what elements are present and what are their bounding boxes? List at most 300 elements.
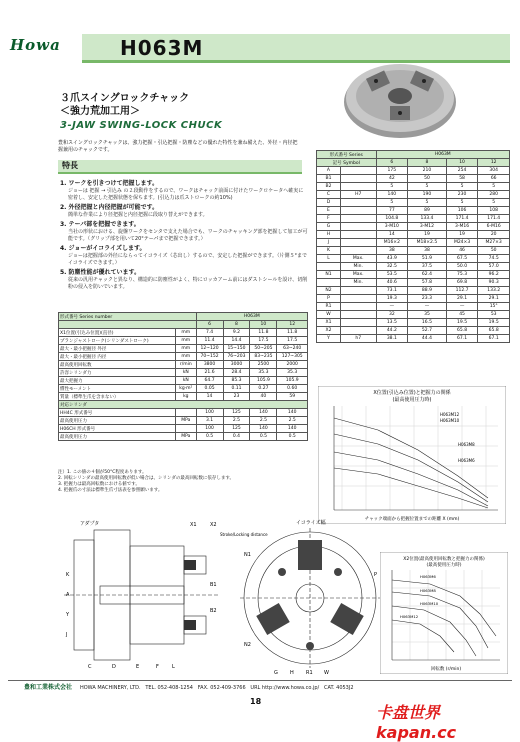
table-cell: 70~152 [196,353,223,361]
row-symbol: R1 [317,303,341,311]
table-cell: 96.2 [478,271,510,279]
table-cell: 14.4 [223,337,250,345]
title-jp-line1: ３爪スイングロックチャック [60,93,190,104]
table-cell: 13.5 [376,319,408,327]
table-cell: 112.7 [446,287,478,295]
row-sub [340,231,376,239]
row-label: 最高使用回転数 [59,361,176,369]
table-cell: 17.5 [277,337,308,345]
row-sub [340,311,376,319]
drawing-label-k: K [66,572,70,578]
graph1-legend: H063M12 [440,412,460,417]
table-cell: 104.8 [376,215,408,223]
table-row [317,175,510,183]
table-row [317,231,510,239]
drawing-label-w: W [324,670,329,676]
dimension-drawing [60,516,380,676]
speed-force-graph [380,552,508,674]
table-cell: 35.3 [250,369,277,377]
table-row [317,255,510,263]
table-cell: 74.5 [478,255,510,263]
row-label: 最大・最小把握径 内径 [59,353,176,361]
table-cell: 50 [408,175,447,183]
table-cell: 171.4 [478,215,510,223]
footer-tel: TEL. 052-408-1254 [145,685,193,691]
table-row [59,369,308,377]
table-row [317,279,510,287]
table-cell: 50.0 [446,263,478,271]
table-cell: 16.5 [408,319,447,327]
row-sub [340,223,376,231]
table-row [317,247,510,255]
table-cell: 5 [408,199,447,207]
table-cell: — [446,303,478,311]
footer-fax: FAX. 052-409-3766 [197,685,246,691]
table-cell: 5 [446,199,478,207]
size-header: 6 [196,321,223,329]
table-cell: 5 [376,183,408,191]
table-cell: 53.5 [376,271,408,279]
drawing-label-stroke: Stroke/Locking distance [220,532,268,537]
row-label: 最大把握力 [59,377,176,385]
drawing-label-f: F [156,664,159,670]
table-cell: 3-M10 [376,223,408,231]
table-cell: 210 [408,167,447,175]
table-cell: 43.9 [376,255,408,263]
row-sub: Max. [340,255,376,263]
row-unit [176,409,197,417]
table-row [317,319,510,327]
table-cell: 23.3 [408,295,447,303]
drawing-label-a: A [66,592,70,598]
table-row [59,353,308,361]
table-cell: 14 [376,231,408,239]
table-cell: 140 [277,425,308,433]
column-header-series: 形式番号 Series [317,151,377,159]
table-cell: 140 [250,409,277,417]
table-cell: 3-M16 [446,223,478,231]
table-cell: 5 [376,199,408,207]
table-cell: 2000 [277,361,308,369]
page-number: 18 [250,697,262,706]
graph2-legend: H063M12 [400,614,419,619]
table-cell: 11.4 [196,337,223,345]
row-symbol: D [317,199,341,207]
table-cell: 85.3 [223,377,250,385]
note-line: 2. 回転シリンダの最高使用回転数が低い場合は、シリンダの最高回転数に依存します。 [58,476,235,481]
table-cell: M24×3 [446,239,478,247]
row-symbol: G [317,223,341,231]
row-symbol [317,279,341,287]
row-unit: r/min [176,361,197,369]
drawing-label-p: P [374,572,378,578]
table-cell: 0.4 [223,433,250,441]
row-label: HH4C 形式番号 [59,409,176,417]
table-cell: 38 [376,247,408,255]
feature-item [60,269,308,291]
table-cell: 29.1 [446,295,478,303]
table-row [317,215,510,223]
table-row [317,327,510,335]
table-model-header: H063M [376,151,509,159]
title-english: 3-JAW SWING-LOCK CHUCK [60,120,223,131]
table-cell: 23 [223,393,250,401]
table-cell: — [376,303,408,311]
column-header-series: 形式番号 Series number [59,313,197,321]
feature-title: 2. 外径把握と内径把握が可能です。 [60,204,159,211]
note-line: 4. 把握爪の寸法は標準生爪寸法表を参照願います。 [58,488,163,493]
row-symbol: F [317,215,341,223]
table-cell: 58 [446,175,478,183]
feature-body: 従来の汎用チャックと異なり、構造的に防塵性がよく、特にロッカアーム前にはダストシールを設け、切削粉の侵入を防いでいます。 [68,277,308,290]
row-sub: Max. [340,271,376,279]
table-cell: 11.8 [277,329,308,337]
table-cell: 73.1 [376,287,408,295]
graph1-legend: H063M6 [458,458,475,463]
drawing-label-g: G [274,670,278,676]
graph2-legend: H063M8 [420,588,436,593]
table-cell: 5 [408,183,447,191]
row-sub [340,247,376,255]
drawing-label-adapter: アダプタ [80,521,100,527]
row-symbol: C [317,191,341,199]
table-cell: 0.5 [277,433,308,441]
drawing-label-e: E [136,664,140,670]
table-row [59,329,308,337]
table-row [59,433,308,441]
table-cell: 140 [250,425,277,433]
row-symbol: B1 [317,175,341,183]
row-unit: kN [176,377,197,385]
row-label: プランジャストローク(シリンダストローク) [59,337,176,345]
feature-title: 1. ワークを引きつけて把握します。 [60,180,159,187]
footer [24,682,354,691]
drawing-label-l: L [172,664,175,670]
graph2-title: X2位置(最高使用回転数と把握力の関係) [403,557,485,562]
row-unit: kg [176,393,197,401]
drawing-label-n2: N2 [244,642,251,648]
table-cell: 100 [196,425,223,433]
table-cell: 171.4 [446,215,478,223]
table-notes [58,470,308,494]
table-cell: 35 [408,311,447,319]
table-cell: 40.6 [376,279,408,287]
row-unit: kg·m² [176,385,197,393]
row-symbol: A [317,167,341,175]
spec-table-left [58,312,308,441]
footer-url[interactable]: URL http://www.howa.co.jp/ [250,685,320,691]
row-sub: Min. [340,263,376,271]
row-unit [176,425,197,433]
row-symbol: X2 [317,327,341,335]
table-cell: 77 [376,207,408,215]
title-jp-line2: ＜強力荒加工用＞ [60,106,140,117]
footer-company: 豊和工業株式会社 [24,684,73,691]
feature-item [60,180,308,202]
table-cell: 0.5 [196,433,223,441]
table-cell: 76~203 [223,353,250,361]
size-header: 8 [223,321,250,329]
drawing-label-x2: X2 [210,522,217,528]
row-unit: mm [176,337,197,345]
table-cell: 52.7 [408,327,447,335]
drawing-label-r1: R1 [306,670,313,676]
table-cell: 100 [196,409,223,417]
table-cell: 19 [408,231,447,239]
table-cell: 15° [478,303,510,311]
table-cell: 69.8 [446,279,478,287]
table-cell: 53 [478,311,510,319]
row-symbol: E [317,207,341,215]
table-row [317,207,510,215]
table-cell: M16×2 [376,239,408,247]
drawing-label-j: J [66,632,68,638]
table-row [317,183,510,191]
row-symbol [317,263,341,271]
size-header: 6 [376,159,408,167]
table-cell: 50 [478,247,510,255]
title-japanese [60,92,189,118]
note-line: 3. 把握力は最高回転数における値です。 [58,482,140,487]
row-symbol: H [317,231,341,239]
row-unit: mm [176,345,197,353]
table-cell: 19 [446,231,478,239]
table-cell: 59 [277,393,308,401]
table-cell: 67.5 [446,255,478,263]
row-sub: Min. [340,279,376,287]
drawing-label-y: Y [66,612,70,618]
table-cell: 133.4 [408,215,447,223]
feature-body: 当社の形状における、旋盤ワークをセンタで支えた場合でも、ワークのチャッキング部を把握して加工が可能です。（グリップ部を用いて20°テーパまで把握できます。） [68,229,308,242]
table-cell: 90.3 [478,279,510,287]
row-sub [340,287,376,295]
row-sub [340,207,376,215]
feature-body: ジョーは把握部の外径にならってイコライズ（芯出し）するので、安定した把握ができます。（片側５°までイコライズできます。） [68,253,308,266]
graph1-subtitle: (最高使用圧力時) [392,397,432,403]
row-sub [340,295,376,303]
row-symbol: J [317,239,341,247]
table-cell: 14 [196,393,223,401]
row-sub [340,199,376,207]
table-row [317,167,510,175]
row-sub [340,319,376,327]
table-cell: 38 [408,247,447,255]
table-cell: 230 [446,191,478,199]
size-header: 8 [408,159,447,167]
row-unit: MPa [176,417,197,425]
feature-item [60,245,308,267]
row-sub: H7 [340,191,376,199]
table-cell: 57.8 [408,279,447,287]
chuck-photo [338,56,462,142]
footer-catalog: CAT. 4053J2 [323,685,354,691]
table-row [59,345,308,353]
table-cell: 63~240 [277,345,308,353]
graph2-xlabel: 回転数 (r/min) [430,667,462,672]
table-cell: 5 [478,183,510,191]
row-unit: MPa [176,433,197,441]
table-cell: — [408,303,447,311]
graph2-legend: H063M6 [420,574,436,579]
graph1-xlabel: チャック端面から把握位置までの距離 X (mm) [364,517,460,522]
table-cell: 15~150 [223,345,250,353]
model-title: H063M [120,36,204,60]
drawing-label-b2: B2 [210,608,217,614]
table-row [317,311,510,319]
table-cell: 65.8 [478,327,510,335]
table-cell: 2.5 [277,417,308,425]
row-symbol: P [317,295,341,303]
row-sub [340,175,376,183]
table-row [59,417,308,425]
table-cell: 175 [376,167,408,175]
note-line: 注）1. この値の４個が50°C程度あります。 [58,470,147,475]
table-cell: M18×2.5 [408,239,447,247]
table-cell: 0.5 [250,433,277,441]
watermark: 卡盘世界 kapan.cc [376,703,457,742]
table-row [59,393,308,401]
row-label: H06CH 形式番号 [59,425,176,433]
table-cell: 11.8 [250,329,277,337]
row-symbol: L [317,255,341,263]
row-symbol: X1 [317,319,341,327]
table-cell: 0.27 [250,385,277,393]
row-label: 質量（標準生爪を含まない） [59,393,176,401]
row-symbol: Y [317,335,341,343]
table-cell: 5 [446,183,478,191]
drawing-label-x1: X1 [190,522,197,528]
feature-body: ジョーは 把握 → 引込み の２段動作をするので、ワークはチャック前面に付けたワークロケータへ確実に密着し、安定した把握状態を保ちます。(引込力は爪ストロークの約10%) [68,188,304,201]
row-label: 慣性モーメント [59,385,176,393]
table-row [317,263,510,271]
graph2-subtitle: (最高使用圧力時) [426,563,462,568]
table-cell: 67.1 [446,335,478,343]
table-cell: 20 [478,231,510,239]
row-label: 許容シリンダ力 [59,369,176,377]
company-logo: Howa [10,36,61,54]
table-cell: 32 [376,311,408,319]
feature-title: 5. 防塵性能が優れています。 [60,269,141,276]
drawing-label-equalize: イコライズ幅 [296,520,326,526]
feature-body: 簡単な作業により径把握と内径把握に段取り替えができます。 [68,212,208,218]
table-row [317,223,510,231]
table-cell: 37.5 [408,263,447,271]
table-row [317,199,510,207]
row-symbol: N2 [317,287,341,295]
table-cell: 19.5 [478,319,510,327]
table-cell: 67.1 [478,335,510,343]
table-cell: 65.8 [446,327,478,335]
row-unit: kN [176,369,197,377]
table-cell: 21.6 [196,369,223,377]
features-list [60,178,308,291]
row-symbol: B2 [317,183,341,191]
feature-item [60,204,308,219]
table-cell: 64.7 [196,377,223,385]
footer-divider [8,680,512,681]
drawing-label-n1: N1 [244,552,251,558]
table-cell: 3-M12 [408,223,447,231]
table-cell: 190 [408,191,447,199]
table-cell: 32.5 [376,263,408,271]
table-cell: 5 [478,199,510,207]
row-sub [340,239,376,247]
grip-force-graph [318,386,506,524]
table-row [59,361,308,369]
table-cell: 3800 [196,361,223,369]
table-cell: 57.0 [478,263,510,271]
table-cell: 89 [408,207,447,215]
row-sub [340,167,376,175]
table-model-header: H063M [196,313,307,321]
table-row [59,337,308,345]
table-cell: 280 [478,191,510,199]
drawing-label-c: C [88,664,92,670]
table-cell: 125 [223,409,250,417]
table-cell: 44.2 [376,327,408,335]
table-cell: 2500 [250,361,277,369]
table-row [317,287,510,295]
graph2-legend: H063M10 [420,601,439,606]
row-symbol: N1 [317,271,341,279]
table-cell: 108 [478,207,510,215]
table-cell: 50~205 [250,345,277,353]
table-cell: 2.5 [223,417,250,425]
row-label: 最大・最小把握径 外径 [59,345,176,353]
size-header-blank [59,321,197,329]
row-label: 最高使用圧力 [59,433,176,441]
table-cell: 51.9 [408,255,447,263]
table-cell: 45 [446,311,478,319]
table-cell: 105.9 [277,377,308,385]
row-label: X1位置(引込み位置)(直径) [59,329,176,337]
row-sub: h7 [340,335,376,343]
table-row [317,295,510,303]
table-cell: 42 [376,175,408,183]
table-cell: 140 [277,409,308,417]
feature-item [60,221,308,243]
graph1-legend: H063M10 [440,418,460,423]
table-cell: 17.5 [250,337,277,345]
row-sub [340,327,376,335]
table-row [317,335,510,343]
graph1-legend: H063M8 [458,442,475,447]
symbol-header: 記号 Symbol [317,159,377,167]
table-cell: 83~235 [250,353,277,361]
table-cell: 62.4 [408,271,447,279]
table-cell: 140 [376,191,408,199]
table-row [317,303,510,311]
size-header: 12 [277,321,308,329]
size-header: 12 [478,159,510,167]
row-label: 最高使用圧力 [59,417,176,425]
table-cell: 9.2 [223,329,250,337]
row-unit: mm [176,353,197,361]
feature-title: 4. ジョーがイコライズします。 [60,245,146,252]
row-sub [340,183,376,191]
table-cell: 0.05 [196,385,223,393]
table-cell: 304 [478,167,510,175]
table-row [317,271,510,279]
table-cell: 106 [446,207,478,215]
table-cell: 0.11 [223,385,250,393]
feature-title: 3. テーパ部を把握できます。 [60,221,140,228]
drawing-label-d: D [112,664,116,670]
footer-company-en: HOWA MACHINERY, LTD. [79,685,141,691]
table-cell: 35.3 [277,369,308,377]
row-sub [340,303,376,311]
table-cell: 7.4 [196,329,223,337]
